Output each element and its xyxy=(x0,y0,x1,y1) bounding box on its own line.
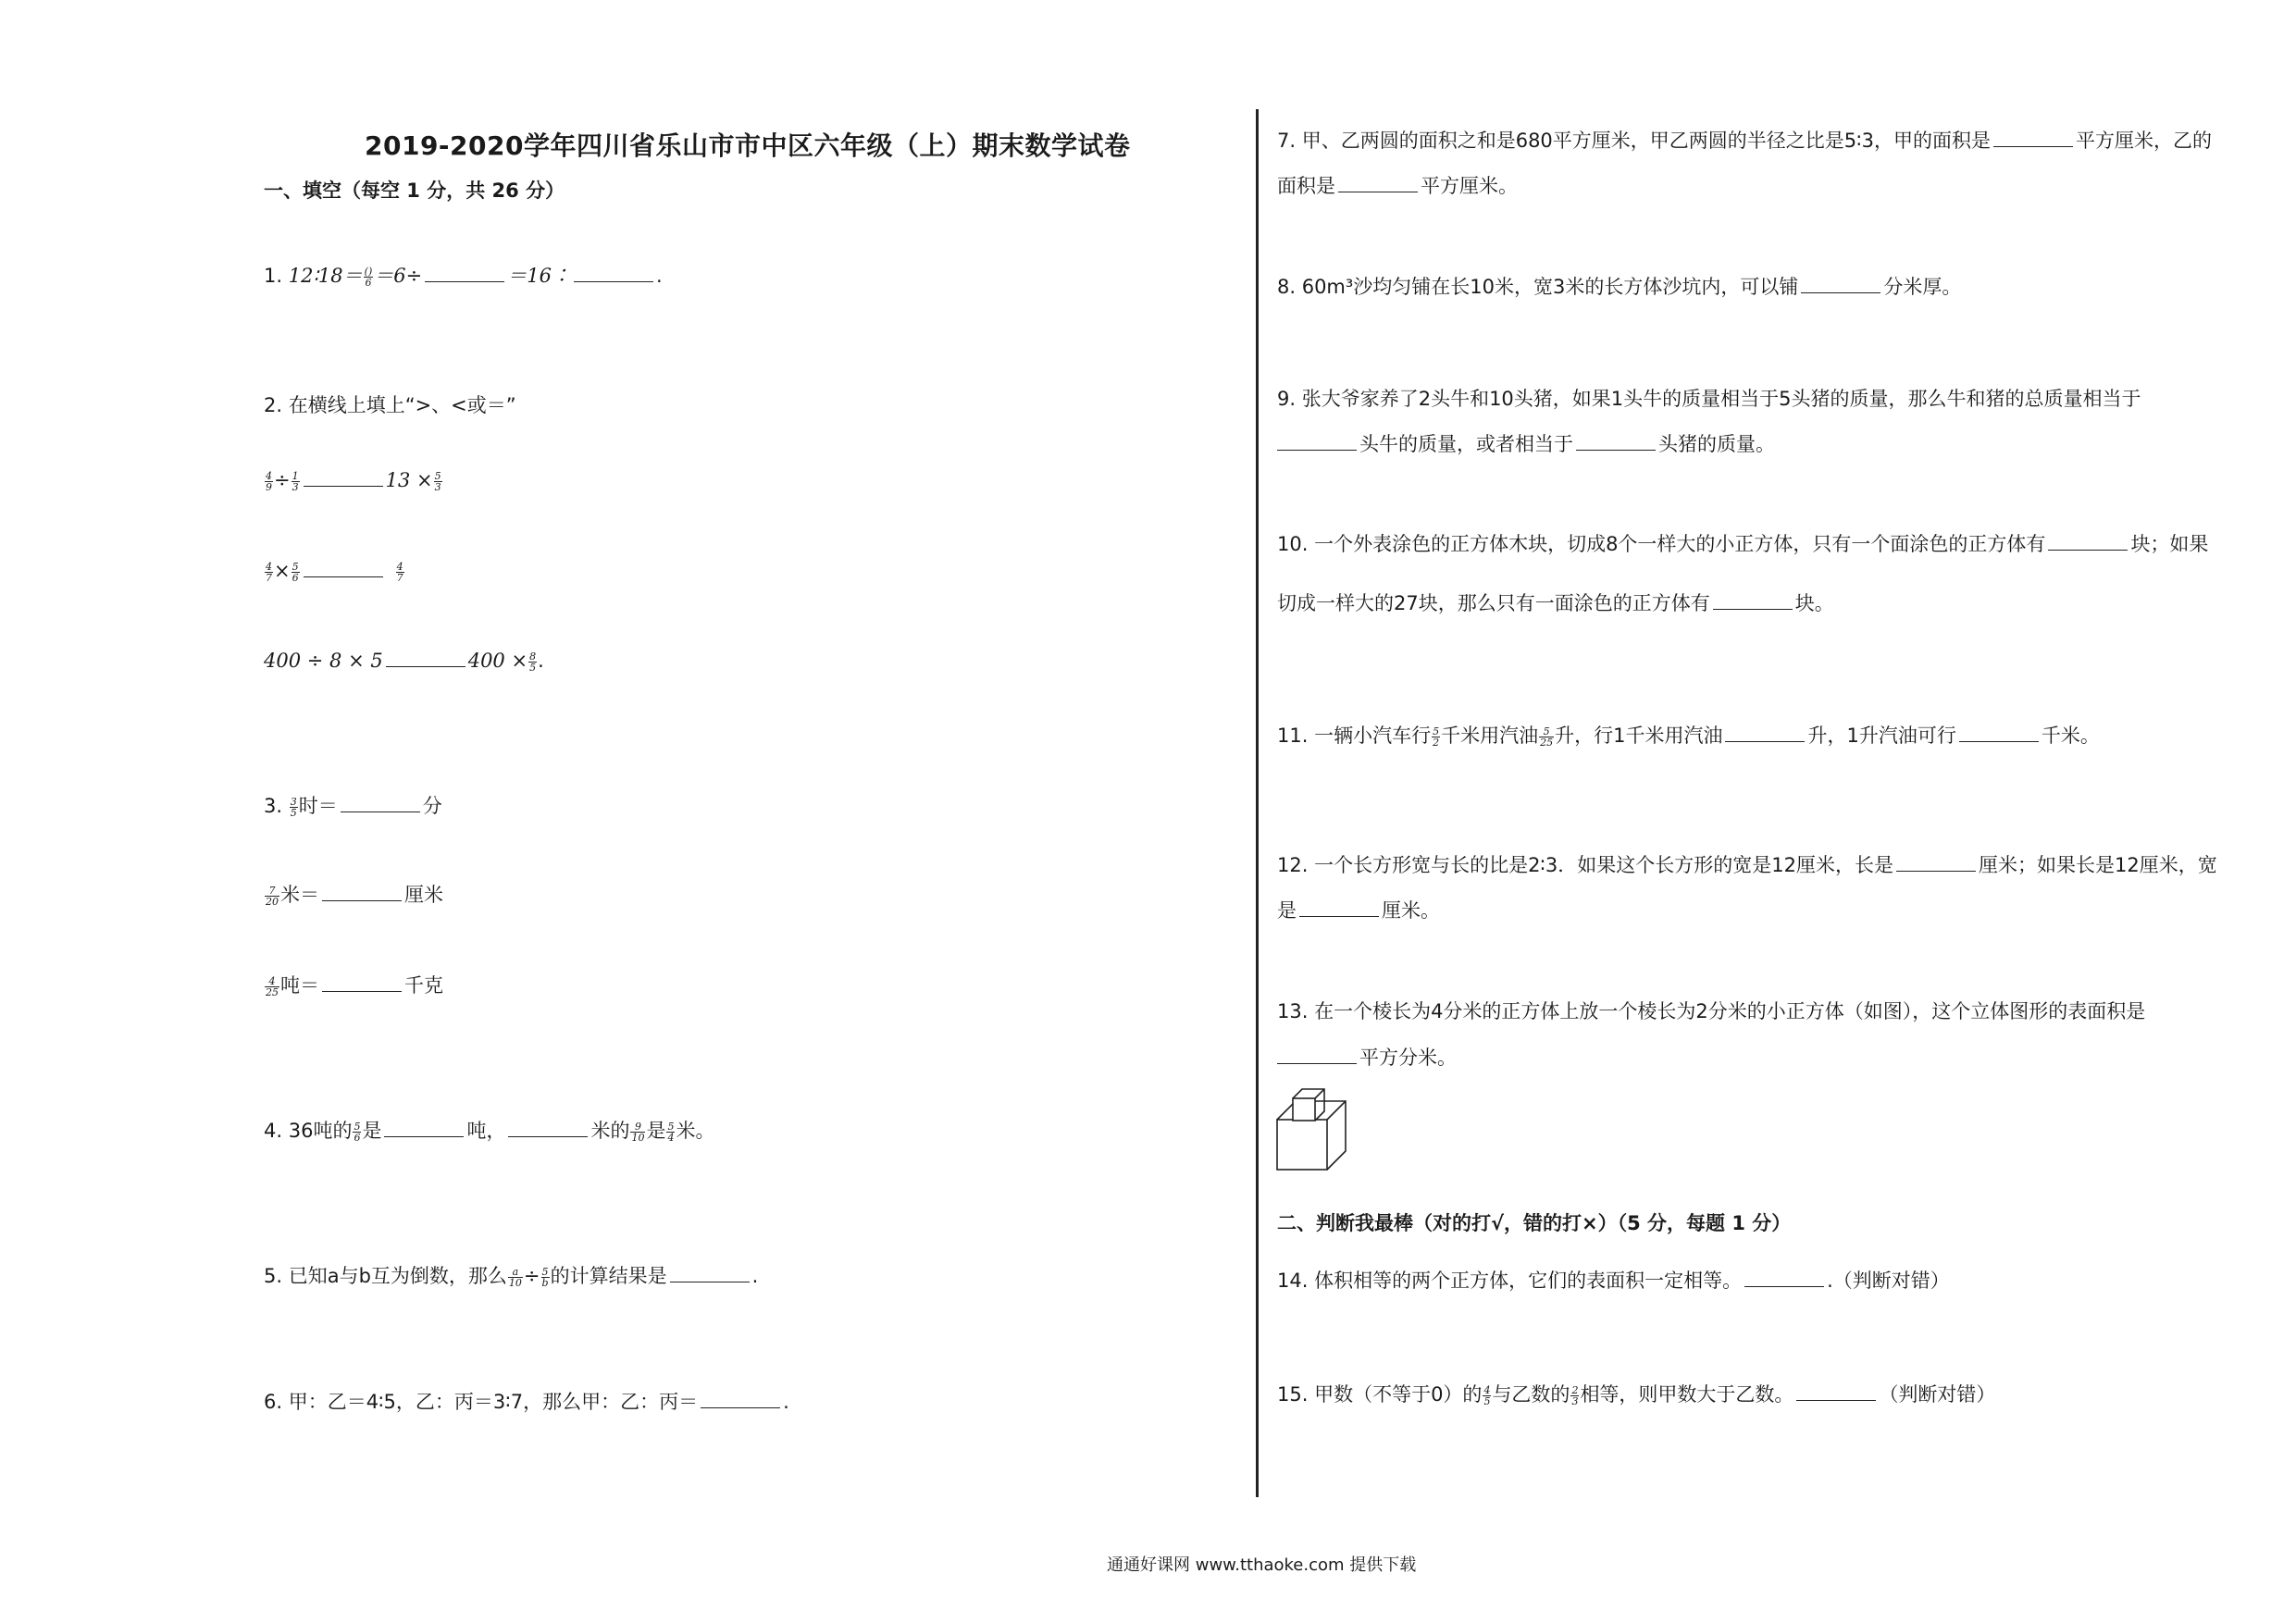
question-2a: $\frac{4}{9}$ ÷ $\frac{1}{3}$ 13 × $\frac{5}{3}$ xyxy=(266,469,441,493)
question-13-line2: 平方分米。 xyxy=(1277,1045,1457,1071)
question-7-line2: 面积是 平方厘米。 xyxy=(1277,175,1518,197)
question-9-line2: 头牛的质量，或者相当于 头猪的质量。 xyxy=(1277,431,1775,457)
answer-blank[interactable] xyxy=(1801,274,1880,293)
answer-blank[interactable] xyxy=(1796,1381,1876,1401)
answer-blank[interactable] xyxy=(701,1389,780,1408)
question-13-line1: 13. 在一个棱长为4分米的正方体上放一个棱长为2分米的小正方体（如图），这个立体图形的表面积是 xyxy=(1277,1000,2146,1022)
question-3b: $\frac{7}{20}$ 米＝ 厘米 xyxy=(266,884,443,908)
question-12-line2: 是 厘米。 xyxy=(1277,899,1440,922)
answer-blank[interactable] xyxy=(322,973,402,992)
answer-blank[interactable] xyxy=(670,1263,750,1282)
question-2c: 400 ÷ 8 × 5 400 × $\frac{8}{5}$ . xyxy=(264,650,544,674)
answer-blank[interactable] xyxy=(322,882,402,901)
question-2: 2. 在横线上填上“>、<或＝” xyxy=(264,394,516,416)
question-8: 8. 60m³沙均匀铺在长10米，宽3米的长方体沙坑内，可以铺 分米厚。 xyxy=(1277,276,1962,298)
answer-blank[interactable] xyxy=(1576,431,1656,451)
question-15: 15. 甲数（不等于0）的 $\frac{4}{5}$ 与乙数的 $\frac{2}{3}$ 相等，则甲数大于乙数。 （判断对错） xyxy=(1277,1383,1996,1407)
question-9-line1: 9. 张大爷家养了2头牛和10头猪，如果1头牛的质量相当于5头猪的质量，那么牛和猪的总质量相当于 xyxy=(1277,388,2141,410)
question-7-line1: 7. 甲、乙两圆的面积之和是680平方厘米，甲乙两圆的半径之比是5∶3，甲的面积是 平方厘米，乙的 xyxy=(1277,130,2212,152)
answer-blank[interactable] xyxy=(574,263,653,282)
answer-blank[interactable] xyxy=(1299,898,1379,917)
answer-blank[interactable] xyxy=(1277,1045,1357,1064)
answer-blank[interactable] xyxy=(384,1118,464,1137)
answer-blank[interactable] xyxy=(341,793,420,812)
question-10-line2: 切成一样大的27块，那么只有一面涂色的正方体有 块。 xyxy=(1277,592,1834,614)
answer-blank[interactable] xyxy=(1959,723,2039,742)
answer-blank[interactable] xyxy=(1277,431,1357,451)
page-footer: 通通好课网 www.tthaoke.com 提供下载 xyxy=(1107,1555,1417,1575)
question-3a: 3. $\frac{3}{5}$ 时＝ 分 xyxy=(264,795,442,819)
question-10-line1: 10. 一个外表涂色的正方体木块，切成8个一样大的小正方体，只有一个面涂色的正方体有 块；如果 xyxy=(1277,533,2209,555)
question-3c: $\frac{4}{25}$ 吨＝ 千克 xyxy=(266,974,443,998)
answer-blank[interactable] xyxy=(1744,1268,1824,1287)
question-1: 1. 12∶18＝ () 6 ＝6÷ ＝16∶ . xyxy=(264,265,663,289)
question-12-line1: 12. 一个长方形宽与长的比是2∶3．如果这个长方形的宽是12厘米，长是 厘米；如果长是12厘米，宽 xyxy=(1277,854,2217,876)
answer-blank[interactable] xyxy=(1896,852,1976,872)
answer-blank[interactable] xyxy=(1713,590,1793,610)
answer-blank[interactable] xyxy=(425,263,504,282)
cube-figure xyxy=(1275,1083,1355,1183)
answer-blank[interactable] xyxy=(304,558,383,577)
column-divider xyxy=(1256,109,1259,1497)
answer-blank[interactable] xyxy=(2048,531,2128,551)
question-14: 14. 体积相等的两个正方体，它们的表面积一定相等。 .（判断对错） xyxy=(1277,1270,1950,1292)
section1-heading: 一、填空（每空 1 分，共 26 分） xyxy=(264,180,565,202)
answer-blank[interactable] xyxy=(1725,723,1805,742)
answer-blank[interactable] xyxy=(304,467,383,487)
answer-blank[interactable] xyxy=(386,648,465,667)
question-6: 6. 甲：乙＝4∶5，乙：丙＝3∶7，那么甲：乙：丙＝ . xyxy=(264,1391,789,1413)
question-4: 4. 36吨的 $\frac{5}{6}$ 是 吨， 米的 $\frac{9}{10}$ 是 $\frac{5}{4}$ 米。 xyxy=(264,1120,715,1144)
question-2b: $\frac{4}{7}$ × $\frac{5}{6}$ $\frac{4}{7}$ xyxy=(266,560,403,584)
page-title: 2019-2020学年四川省乐山市市中区六年级（上）期末数学试卷 xyxy=(365,130,1131,161)
section2-heading: 二、判断我最棒（对的打√，错的打×）（5 分，每题 1 分） xyxy=(1277,1212,1792,1234)
answer-blank[interactable] xyxy=(1338,173,1418,192)
question-11: 11. 一辆小汽车行 $\frac{5}{2}$ 千米用汽油 $\frac{5}{25}$ 升，行1千米用汽油 升，1升汽油可行 千米。 xyxy=(1277,725,2100,749)
answer-blank[interactable] xyxy=(508,1118,588,1137)
answer-blank[interactable] xyxy=(1993,128,2073,147)
question-5: 5. 已知a与b互为倒数，那么 $\frac{a}{10}$ ÷ $\frac{5}{b}$ 的计算结果是 . xyxy=(264,1265,759,1289)
